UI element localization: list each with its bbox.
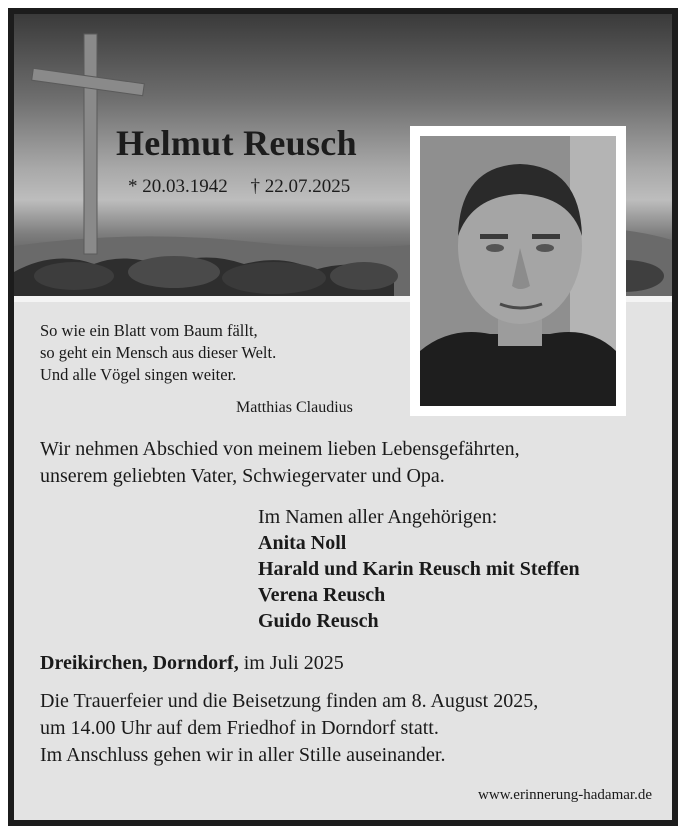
- family-heading: Im Namen aller Angehörigen:: [258, 506, 498, 528]
- farewell-line: Wir nehmen Abschied von meinem lieben Lebensgefährten,: [40, 438, 520, 460]
- family-member: Guido Reusch: [258, 610, 379, 632]
- portrait-illustration: [420, 136, 616, 406]
- funeral-info: [40, 688, 538, 769]
- portrait-frame: [410, 126, 626, 416]
- place-and-date: [40, 652, 344, 675]
- family-member: Harald und Karin Reusch mit Steffen: [258, 558, 580, 580]
- birth-date: * 20.03.1942: [128, 176, 228, 197]
- farewell-line: unserem geliebten Vater, Schwiegervater und Opa.: [40, 465, 445, 487]
- life-dates: [128, 176, 368, 198]
- website-link[interactable]: www.erinnerung-hadamar.de: [478, 787, 652, 803]
- funeral-line: Im Anschluss gehen wir in aller Stille auseinander.: [40, 744, 446, 766]
- poem-line: Und alle Vögel singen weiter.: [40, 365, 237, 384]
- place-date: im Juli 2025: [243, 652, 344, 674]
- family-block: [258, 504, 580, 634]
- poem-author: Matthias Claudius: [236, 399, 353, 416]
- farewell-text: [40, 436, 520, 490]
- family-member: Verena Reusch: [258, 584, 386, 606]
- deceased-name: Helmut Reusch: [116, 123, 357, 163]
- poem: [40, 320, 276, 386]
- obituary-card: [8, 8, 678, 826]
- funeral-line: um 14.00 Uhr auf dem Friedhof in Dorndorf statt.: [40, 717, 439, 739]
- portrait-photo: [420, 136, 616, 406]
- poem-line: so geht ein Mensch aus dieser Welt.: [40, 343, 277, 362]
- place-location: Dreikirchen, Dorndorf,: [40, 652, 239, 674]
- poem-line: So wie ein Blatt vom Baum fällt,: [40, 321, 258, 340]
- death-date: † 22.07.2025: [250, 176, 351, 197]
- family-member: Anita Noll: [258, 532, 347, 554]
- funeral-line: Die Trauerfeier und die Beisetzung finden am 8. August 2025,: [40, 690, 539, 712]
